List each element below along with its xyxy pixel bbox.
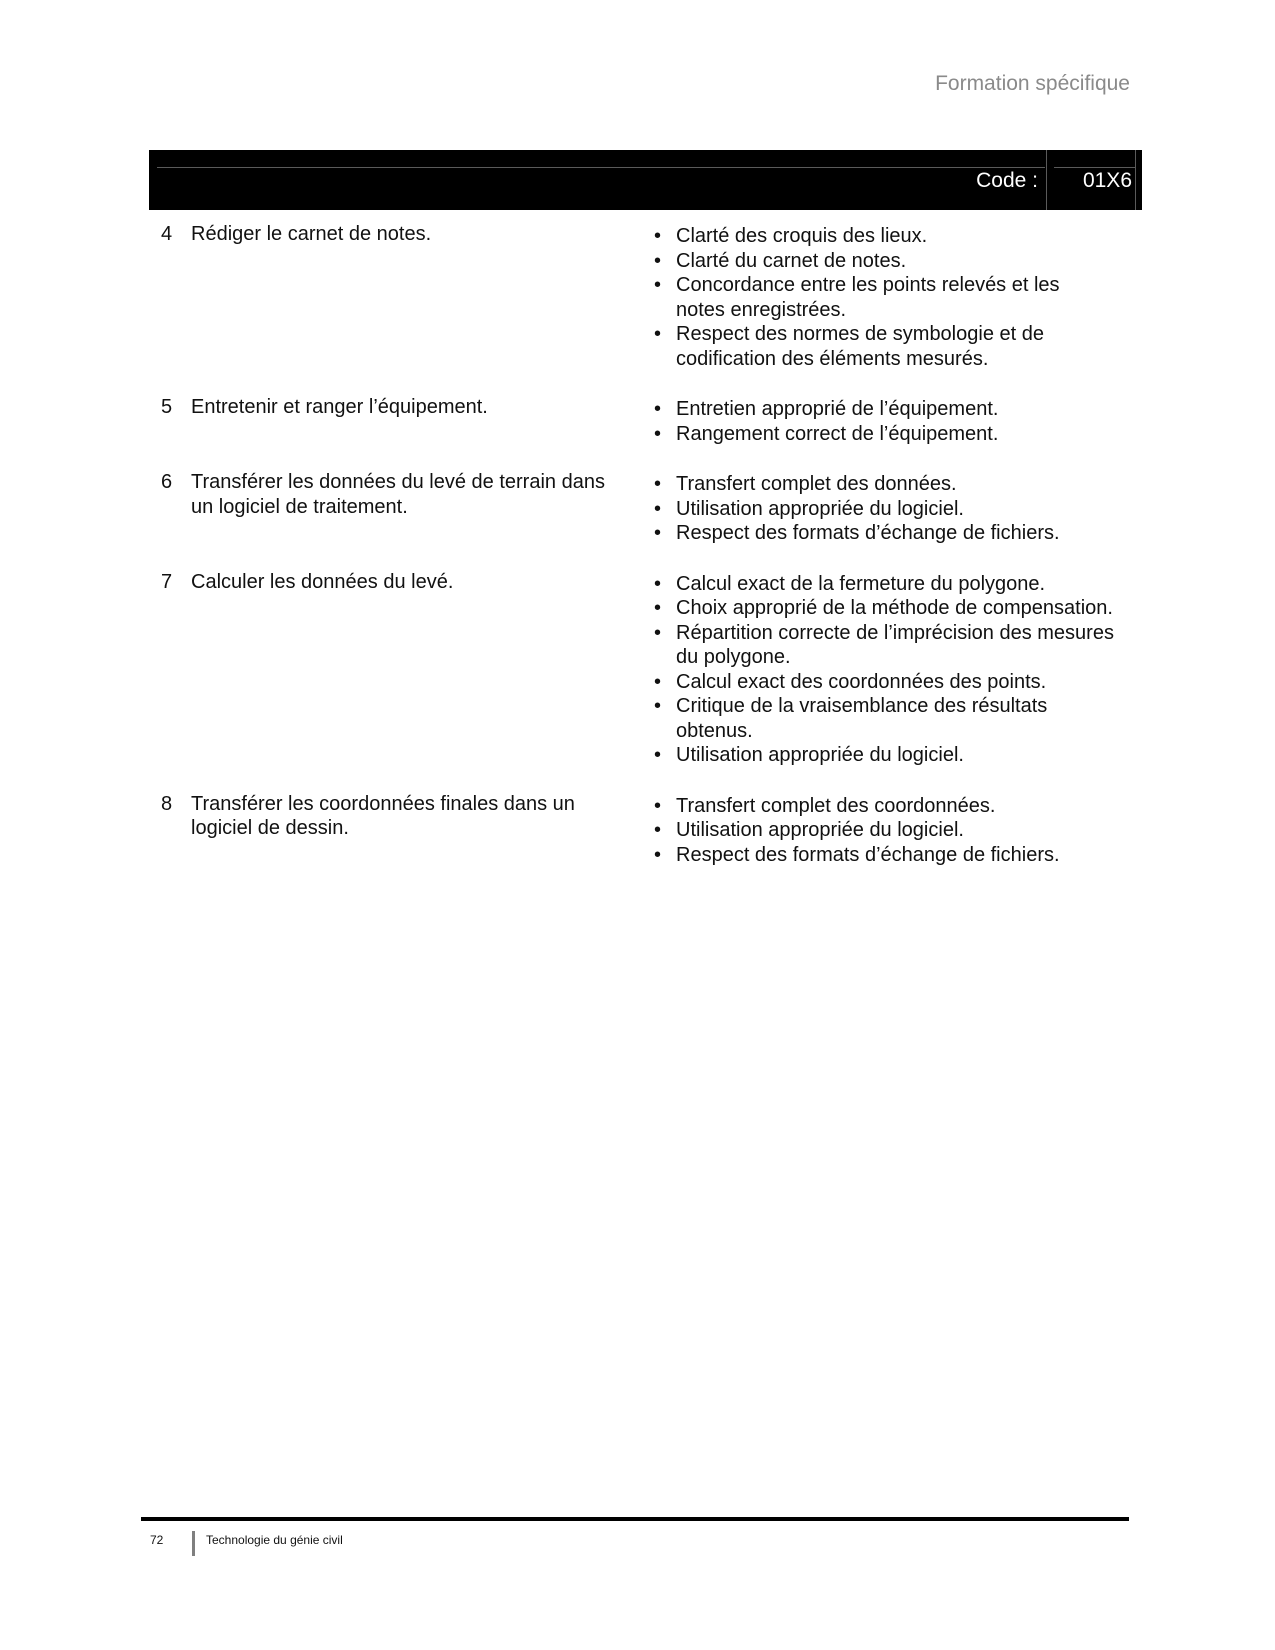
task-row [149,792,1142,868]
criteria-item: • Critique de la vraisemblance des résultats obtenus. [654,694,1114,743]
task-row [149,470,1142,546]
criteria-item: • Rangement correct de l’équipement. [654,422,1114,447]
task-row [149,395,1142,446]
criteria-item: • Clarté des croquis des lieux. [654,224,1114,249]
criteria-item: • Utilisation appropriée du logiciel. [654,497,1114,522]
code-bar-rule [1054,167,1136,168]
code-bar-separator [1135,150,1136,210]
running-header: Formation spécifique [935,72,1130,95]
task-number: 6 [161,471,173,493]
task-number: 7 [161,570,173,593]
criteria-item: • Concordance entre les points relevés et les notes enregistrées. [654,273,1114,322]
code-label: Code : [976,169,1038,192]
task-text: Calculer les données du levé. [191,570,454,593]
criteria-item: • Transfert complet des données. [654,472,1114,497]
code-bar-rule [157,167,1045,168]
criteria-item: • Calcul exact de la fermeture du polygone. [654,572,1114,597]
criteria-list [654,572,1114,768]
task-text: Transférer les coordonnées finales dans un logiciel de dessin. [191,792,575,839]
code-bar-separator [1046,150,1047,210]
criteria-item: • Utilisation appropriée du logiciel. [654,818,1114,843]
task-criteria-table [149,222,1142,891]
task-text: Rédiger le carnet de notes. [191,223,432,245]
task-number: 8 [161,792,173,815]
footer-document-title: Technologie du génie civil [206,1533,343,1547]
criteria-list [654,224,1114,371]
footer-rule [141,1517,1129,1521]
code-value: 01X6 [1082,169,1132,192]
task-number: 4 [161,223,173,245]
task-row [149,570,1142,768]
footer-separator [192,1531,195,1556]
criteria-item: • Clarté du carnet de notes. [654,249,1114,274]
criteria-item: • Transfert complet des coordonnées. [654,794,1114,819]
criteria-item: • Utilisation appropriée du logiciel. [654,743,1114,768]
criteria-item: • Calcul exact des coordonnées des points. [654,670,1114,695]
criteria-item: • Entretien approprié de l’équipement. [654,397,1114,422]
task-number: 5 [161,396,173,418]
task-text: Transférer les données du levé de terrain dans un logiciel de traitement. [191,471,605,518]
criteria-item: • Répartition correcte de l’imprécision des mesures du polygone. [654,621,1114,670]
criteria-list [654,472,1114,546]
task-row [149,222,1142,371]
criteria-item: • Respect des formats d’échange de fichiers. [654,843,1114,868]
code-bar [149,150,1142,210]
criteria-item: • Choix approprié de la méthode de compensation. [654,596,1114,621]
criteria-list [654,794,1114,868]
task-text: Entretenir et ranger l’équipement. [191,396,488,418]
criteria-item: • Respect des formats d’échange de fichiers. [654,521,1114,546]
page-number: 72 [150,1533,164,1547]
criteria-list [654,397,1114,446]
criteria-item: • Respect des normes de symbologie et de codification des éléments mesurés. [654,322,1114,371]
